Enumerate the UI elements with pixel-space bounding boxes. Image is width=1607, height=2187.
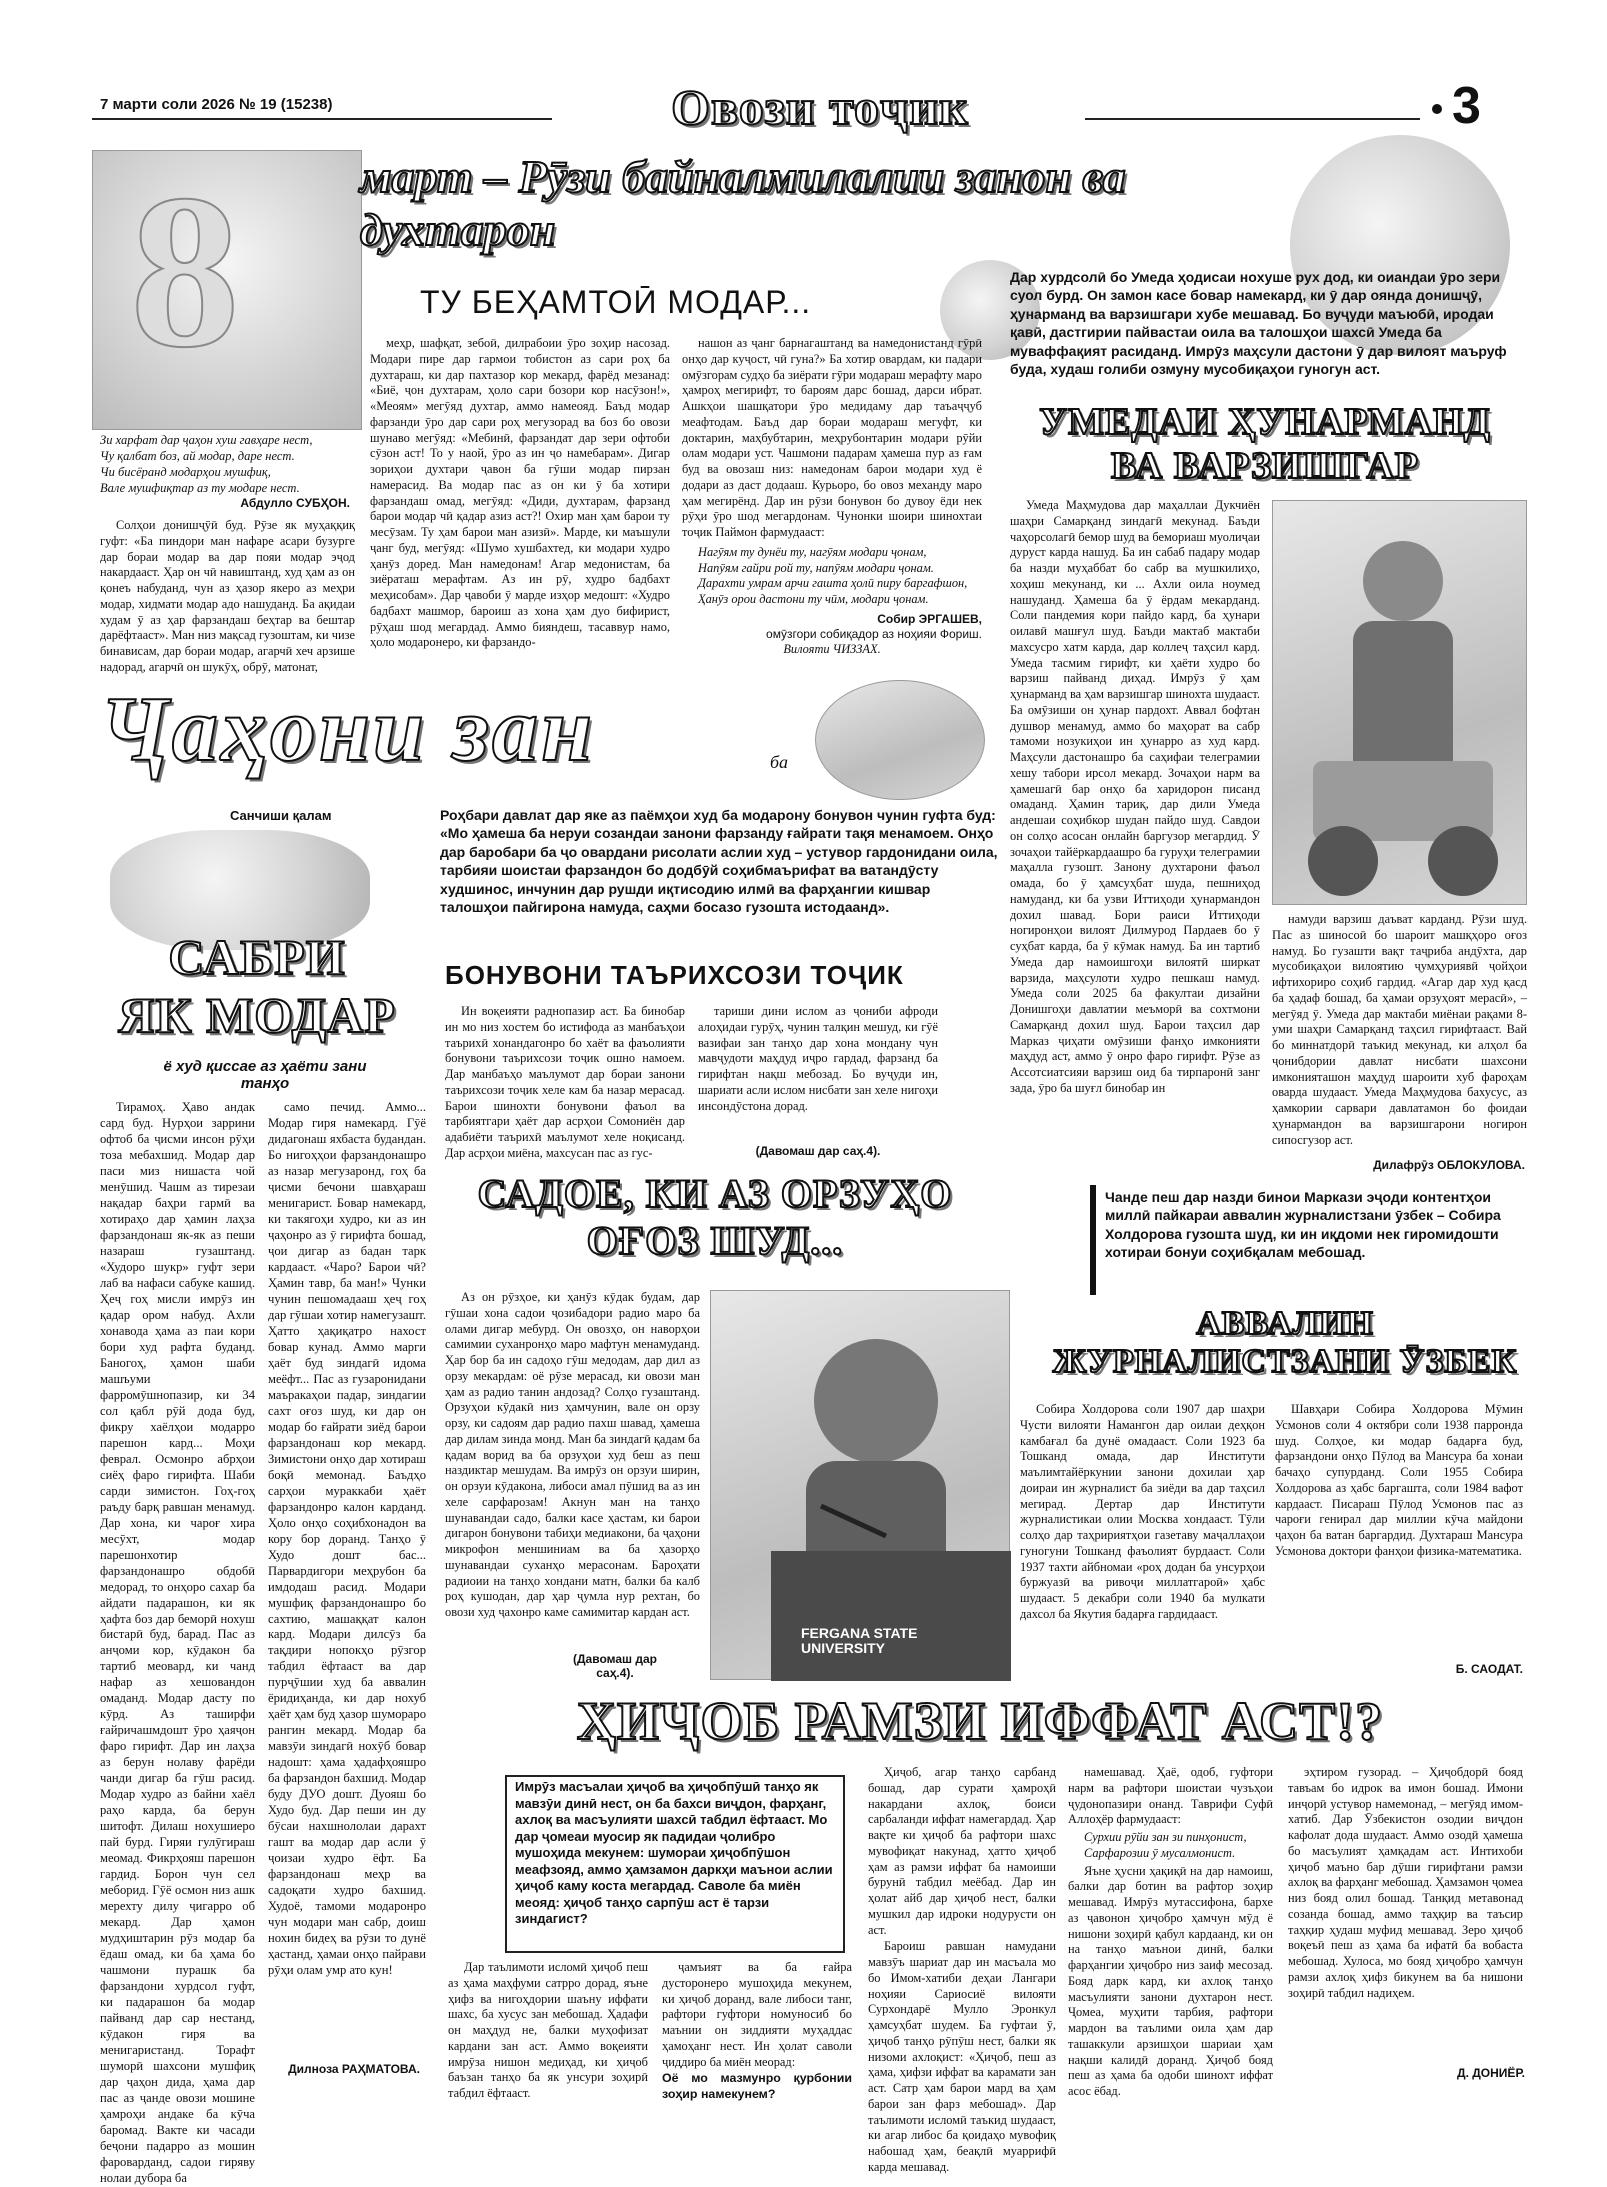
masthead xyxy=(560,78,1080,138)
journalist-col-2 xyxy=(1275,1402,1523,1561)
hijab-col-3 xyxy=(868,1765,1056,2174)
history-continued: (Давомаш дар саҳ.4). xyxy=(755,1144,881,1159)
umeda-col2-text: намуди варзиш даъват карданд. Рӯзи шуд. Пас аз шиносоӣ бо шароит машқҳоро оғоз намуд. Бо гузашти вақт таҷриба андӯхта, дар мусобиқаҳои вилоятию ҷумҳуриявӣ ҷойҳои ифтихориро соҳиб гардид. «Агар дар худ қасд ба ҳадаф бошад, ба ҳамаи орзуҳоят мерасӣ», – мегӯяд ӯ. Умеда дар мактаби миёнаи рақами 8-уми шаҳри Самарқанд таҳсил гирифтааст. Вай бо миннатдорӣ таъкид мекунад, ки алҳол ба ҷонибдории давлат нисбати шахсони имконияташон маҳдуд шароити хуб фароҳам оварда шудааст. Умеда Маҳмудова бахусус, аз ҳамкории сарвари давлатамон бо фоидаи ҳунармандон ва варзишгарони ногирон сипосгузор аст. xyxy=(1272,912,1527,1147)
hijab-col-1 xyxy=(448,1960,648,2103)
umeda-col1-text: Умеда Маҳмудова дар маҳаллаи Дукчиён шаҳри Самарқанд зиндагӣ мекунад. Баъди чаҳорсолагӣ бемор шуд ва бемориаш муолиҷаи дуруст карда нашуд. Ба ин сабаб падару модар ба назди муҳаббат бо сабр ва мушкилиҳо, хоҳиш мекунанд, ки ... Ахли оила ноумед нашуданд. Ҳамеша ба ӯ ёрдам мекарданд. Соли пандемия кори пайдо кард, ба ҳунари оилавӣ машғул шуд. Баъди мактаб мактаби махсусро хатм карда, дар коллеҷ таҳсил кард. Умеда тасмим гирифт, ки ҳаёти худро бо варзиш пайванд диҳад. Имрӯз ӯ ҳам ҳунарманд ва ҳам варзишгар шинохта шудааст. Ба омӯзиши он ҳунар пардохт. Аввал бофтан душвор менамуд, аммо бо маҳорат ва сабр тамоми нозукиҳои ин ҳунарро аз худ кард. Маҳсули дастонашро ба саҳифаи телеграмии хешу табори ирсол мекард. Зочаҳои нарм ва ҳамешагӣ бар онҳо ба харидорон писанд омаданд. Ҳамин тариқ, дар дили Умеда андешаи соҳибкор шудан пайдо шуд. Савдои он солҳо асосан онлайн баргузор мегардид. Ӯ зочаҳои тайёркардаашро ба гуруҳи телеграмии маҳалла гузошт. Занону духтарони фаъол омада, бо ӯ ҳамсуҳбат шуда, пешниҳод намуданд, ки ба узви Иттиҳоди ҳунармандон дохил шавад. Бори раиси Иттиҳоди ногиронҳои вилоят Дилмурод Пардаев бо ӯ суҳбат карда, ба ӯ кӯмак намуд. Ба ин тартиб Умеда дар намоишгоҳи вилоятӣ ширкат варзида, маҳсулоти худро пешкаш намуд. Умеда соли 2025 ба факултаи дизайни Донишгоҳи давлатии меъморӣ ва сохтмони Самарқанд дохил шуд. Барои таҳсил дар Марказ ҷиҳати омӯзиши фанҳо имконияти маҳдуд аст, аммо ӯ онро фаро гирифт. Рӯзе аз Ассотсиатсияи варзиш оид ба тирпаронӣ занг зада, ӯро ба шуғл бинобар ин xyxy=(1010,498,1260,1095)
sabri-col-2 xyxy=(268,1100,426,2050)
dream-title-line1: САДОЕ, КИ АЗ ОРЗУҲО xyxy=(477,1171,953,1216)
history-col2-text: тариши дини ислом аз ҷониби афроди алоҳидаи гурӯҳ, чунин талқин мешуд, ки гӯё вазифаи зан танҳо дар хона мондану чун мавҷудоти маҳдуд иҷро гардад, фарзанд ба гирифтан нақш мебозад. Бо вуҷуди ин, шариати асли ислом нисбати зан хеле нигоҳи инсондӯстона дорад. xyxy=(698,1004,938,1113)
journalist-title xyxy=(1040,1305,1530,1381)
hijab-col2-text: ҷамъият ва ба ғайра дусторонеро мушоҳида мекунем, ки ҳиҷоб доранд, вале либоси танг, рафтори гуфтори номуносиб бо маънии он зиддияти муҳаддас ҳамоҳанг нест. Ин ҳолат саволи ҷиддиро ба миён меорад: xyxy=(662,1960,852,2069)
verse-line: Дарахти умрам арчи гашта ҳолӣ пиру баргафшон, xyxy=(698,576,968,591)
history-title: БОНУВОНИ ТАЪРИХСОЗИ ТОҶИК xyxy=(445,960,904,990)
poem-line: Чи бисёранд модарҳои мушфиқ, xyxy=(100,465,271,479)
masthead-title: Овози тоҷик xyxy=(671,79,969,135)
poem-line: Вале мушфиқтар аз ту модаре нест. xyxy=(100,481,300,495)
journalist-lead: Чанде пеш дар назди бинои Маркази эҷоди контентҳои миллӣ пайкараи аввалин журналистзани ӯзбек – Собира Холдорова гузошта шуд, ки ин иқдоми нек гиромидошти хотираи бонуи соҳибқалам мебошад. xyxy=(1105,1189,1501,1261)
verse-line: Ҳанӯз орои дастони ту чӣм, модари ҷонам. xyxy=(698,592,929,606)
sabri-col-1 xyxy=(100,1100,255,2185)
journalist-col2-text: Шавҳари Собира Холдорова Мӯмин Усмонов соли 4 октябри соли 1938 парронда шуд. Солҳое, ки модар бадарға буд, фарзандони онҳо Пӯлод ва Мансура ба хонаи бачаҳо супурданд. Соли 1955 Собира Холдорова аз ҳабс баргашта, соли 1984 вафот кардааст. Писараш Пӯлод Усмонов пас аз чароғи генирал дар миллии кӯча майдони ҷаҳон ба ватан баргардид. Духтараш Мансура Усмонова доктори фанҳои физика-математика. xyxy=(1275,1402,1523,1558)
journalist-col-1 xyxy=(1020,1402,1265,1624)
hijab-col2-question: Оё мо мазмунро қурбонии зоҳир намекунем? xyxy=(662,2071,852,2101)
verse-line: Сурхии рӯйи зан зи пинҳонист, xyxy=(1084,1830,1247,1844)
mother-col3-text: нашон аз ҷанг барнагаштанд ва намедонистанд гӯрӣ онҳо дар куҷост, чӣ гуна?» Ба хотир овардам, ки падари омӯзгорам судҳо ба зиёрати гӯри модараш мерафту маро ҳамроҳ мегирифт, то бароям дарс бошад, дарси ибрат. Ашкҳои шашқатори ӯро медидаму дар таъаҷҷуб меафтодам. Баъд дар бораи модараш мегуфт, ки доктарин, маҳбубтарин, меҳрубонтарин модари рӯйи олам модари уст. Чашмони падарам ҳамеша пур аз ғам буд ва овозаш низ: намедонам барои модари худ ё додари аз даст додааш. Курьоро, бо овоз механду маро ҳам мегирёнд. Дар ин рӯзи бонувон бо дувоу ёди нек рӯҳи ӯро шод мегардонам. Чунонки шоири шинохтаи тоҷик Паймон фармудааст: xyxy=(682,336,982,539)
header-rule xyxy=(92,118,552,120)
hijab-col1-text: Дар таълимоти исломӣ ҳиҷоб пеш аз ҳама маҳфуми сатрро дорад, яъне ҳифз ва нигоҳдории шаъну иффати шахс, ба хусус зан мебошад. Ҳадафи он маҳдуд не, балки муҳофизат кардани зан аст. Аммо воқеияти имрӯза нишон медиҳад, ки ҳиҷоб баъзан танҳо ба як унсури зоҳирӣ табдил ёфтааст. xyxy=(448,1960,648,2100)
hijab-col-4 xyxy=(1068,1765,1273,2098)
umeda-photo xyxy=(1272,500,1527,905)
mother-col2-text: меҳр, шафқат, зебоӣ, дилрабоии ӯро зоҳир насозад. Модари пире дар гармои тобистон аз сари роҳ ба духтараш, ки дар пахтазор кор мекард, фарёд мезанад: «Биё, ҷон духтарам, ҳоло сари бозори кор насӯзон!», «Меоям» мегӯяд духтар, аммо намеояд. Баъд модар фарзанди ӯро дар сари роҳ мегузорад ва боз бо овози шунаво мегӯяд: «Мебинӣ, фарзандат дар зери офтоби сӯзон аст! То у наой, ӯро аз ин ҷо намебарам». Дигар зориҳои духтари ҷавон ба гӯши модар пирзан намерасид. Ва модар пас аз он ки ӯ ба хотири фарзандаш омад, мегӯяд: «Диди, духтарам, фарзанд барои модар чӣ қадар азиз аст?! Охир ман ҳам барои ту месӯзам. Ту ҳам барои ман азизӣ». Марде, ки маъшули ҷанг буд, мегӯяд: «Шумо хушбахтед, ки модари худро ҳанӯз доред. Ман намедонам! Агар медонистам, ба зиёраташ мерафтам. Аз ин рӯ, худро бадбахт меҳисобам». Дар ҷавоби ӯ марде изҳор медошт: «Худро бадбахт машмор, бароиш аз хона ҳам дуо бифирист, рӯҳаш шод мегардад. Аммо бияндеш, тасаввур намо, ҳоло модаронеро, ки фарзандо- xyxy=(370,336,670,650)
dream-col-text: Аз он рӯзҳое, ки ҳанӯз кӯдак будам, дар гӯшаи хона садои ҷозибадори радио маро ба олами дигар мебурд. Он овозҳо, он наворҳои самимии суханронҳо маро мафтун менамуданд. Ҳар бор ба ин садоҳо гӯш медодам, дар дил аз орзу мекардам: оё рӯзе мерасад, ки овози ман ҳам аз радио танин андозад? Солҳо гузаштанд. Орзуҳои кӯдакӣ низ ҳамчунин, вале он орзу орзу, ки садоям дар радио пахш шавад, ҳамеша дар дилам зинда монд. Ман ба зиндагӣ қадам ба қадам ворид ва ба орзуҳои худ беш аз пеш наздиктар мешудам. Ва имрӯз он орзуи ширин, он орзуи кӯдакона, либоси амал пӯшид ва аз ин хеле сарфарозам! Акнун ман на танҳо шунавандаи садо, балки касе ҳастам, ки барои дигарон бонувони табиҳи медиакони, ба ҷаҳони микрофон меншиниам ва ба ҳазорҳо шунавандаи суханҳо мерасонам. Бароҳати радиоии на танҳо хондани матн, балки ба калб роҳ кушодан, дар ҳар ҷумла нур рехтан, бо овози худ ҷахонро каме самимитар кардан аст. xyxy=(445,1290,700,1619)
mother-verse xyxy=(698,545,982,608)
journalist-title-line1: АВВАЛИН xyxy=(1196,1305,1374,1342)
hijab-col3-text: Бароиш равшан намудани мавзӯъ шариат дар ин масъала мо бо Имом-хатиби деҳаи Лангари ноҳияи Сариосиё вилояти Сурхондарё Мулло Эронкул ҳамсуҳбат шудем. Ба гуфтаи ӯ, ҳиҷоб танҳо рӯпӯш нест, балки як низоми ахлоқист: «Ҳиҷоб, пеш аз ҳама, ҳифзи иффат ва карамати зан аст. Сатр ҳам барои мард ва ҳам барои зан фарз мебошад». Дар таълимоти исломӣ таъкид шудааст, ки агар либос ба қоидаҳо мувофиқ набошад ҳам, беақлӣ муаррифӣ карда мешавад. xyxy=(868,1939,1056,2174)
president-quote: Роҳбари давлат дар яке аз паёмҳои худ ба модарону бонувон чунин гуфта буд: «Мо ҳамеша ба неруи созандаи занони фарзанду ғайрати тақя менамоем. Онҳо дар баробари ба ҷо овардани рисолати аслии худ – устувор гардонидани оила, тарбияи шоистаи фарзандон бо додбӯй соҳибмаърифат ва ватандӯсту худшинос, инчунин дар рушди иқтисодию илмӣ ва фарҳангии кишвар талошҳои пайгирона намуда, саҳми босазо гузошта истодаанд». xyxy=(440,807,998,916)
mother-article-title: ТУ БЕҲАМТОӢ МОДАР... xyxy=(420,284,812,320)
section-caption: Санчиши қалам xyxy=(230,808,332,823)
sabri-subtitle: ё худ қиссае аз ҳаёти зани танҳо xyxy=(163,1058,367,1092)
header-rule-right xyxy=(1085,118,1420,120)
umeda-col-2 xyxy=(1272,912,1527,1149)
university-brand: FERGANA STATE UNIVERSITY xyxy=(801,1625,918,1657)
mother-col1-text: Солҳои донишҷӯӣ буд. Рӯзе як муҳаққиқ гуфт: «Ба пиндори ман нафаре асари бузурге дар бораи модар ва дар пояи модар эҷод накардааст. Ҳар он чӣ навиштанд, худ ҳам аз он қонеъ набуданд, чун аз ҳазор якеро аз меҳри модар, хидмати модар адо нашуданд. Ба ақидаи худам ӯ аз ҳар фарзандаш беҳтар ва бештар дарёфтааст». Ман низ мақсад гузоштам, ки чизе бинависам, дар бораи модар, агарчӣ хеч арзише надорад, агарчӣ он шукӯҳ, обрӯ, матонат, xyxy=(100,518,355,674)
dream-title-line2: ОҒОЗ ШУД... xyxy=(586,1218,844,1263)
umeda-author: Дилафрӯз ОБЛОКУЛОВА. xyxy=(1373,1158,1525,1172)
history-col-1 xyxy=(445,1004,685,1163)
mother-col-1 xyxy=(100,518,355,677)
family-illustration xyxy=(815,680,985,800)
hijab-lead: Имрӯз масъалаи ҳиҷоб ва ҳиҷобпӯшӣ танҳо як мавзӯи динӣ нест, он ба бахси виҷдон, фарҳанг, ахлоқ ва масъулияти шахсӣ табдил ёфтааст. Мо дар ҷомеаи муосир як падидаи ҷолибро мушоҳида мекунем: шумораи ҳиҷобпӯшон меафзояд, аммо ҳамзамон даркҳи маънои аслии ҳиҷоб каму коста мегардад. Саволе ба миён меояд: ҳиҷоб танҳо сарпӯш аст ё тарзи зиндагист? xyxy=(515,1779,833,1926)
history-col-2 xyxy=(698,1004,938,1159)
umeda-title-line2: ВА ВАРЗИШГАР xyxy=(1110,445,1419,487)
hijab-col2-end: Ҳиҷоб, агар танҳо сарбанд бошад, дар сурати ҳамроҳӣ накардани ахлоқ, боиси сарбаланди иффат намегардад. Ҳар вақте ки ҳиҷоб ба рафтори шахс мувофиқат накунад, ҳатто ҳиҷоб ҳам аз рамзи иффат ба намоиши бурунӣ табдил меёбад. Дар ин ҳолат айб дар ҳиҷоб нест, балки мушкил дар идроки нодурусти он аст. xyxy=(868,1765,1056,1937)
speaker-photo xyxy=(710,1290,1010,1680)
hijab-col-5 xyxy=(1288,1765,1523,2065)
page-number: 3 xyxy=(1452,77,1481,135)
big-eight: 8 xyxy=(130,149,241,393)
person-illustration xyxy=(1273,501,1528,906)
journalist-author: Б. САОДАТ. xyxy=(1455,1662,1523,1676)
poem xyxy=(100,432,350,511)
verse-line: Напӯям гайри рой ту, напӯям модари ҷонам. xyxy=(698,560,934,575)
hijab-col4-end: Яъне ҳусни ҳақиқӣ на дар намоиш, балки дар ботин ва рафтор зоҳир мешавад. Имрӯз мутассифона, бархе аз ҷавонон ҳиҷобро ҳамчун мӯд ё нишони зоҳирӣ қабул кардаанд, ки он на танҳо маънои динӣ, балки фарҳангии ҳиҷобро низ заиф месозад. Бояд дарк кард, ки ахлоқ танҳо масъулияти занони духтарон нест. Ҷомеа, муҳити тарбия, рафтори мардон ва таълими оила ҳам дар ташаккули арзишҳои шариаи ҳам нақши калидӣ доранд. Ҳиҷоб бояд пеш аз ҳама ба одоби шинохт иффат асос ёбад. xyxy=(1068,1863,1273,2098)
sabri-col1-text: Тирамоҳ. Ҳаво андак сард буд. Нурҳои заррини офтоб ба ҷисми инсон рӯҳи тоза мебахшид. Модар дар паси миз нишаста чой менӯшид. Чашм аз тирезаи нақадар баҳри гармӣ ва хотираҳо дар ҳамин лаҳза фарзандонаш як-як аз пеши назараш гузаштанд. «Худоро шукр» гуфт зери лаб ва нафаси сабуке кашид. Ҳеҷ гоҳ мисли имрӯз ин қадар ором набуд. Ахли хонавода ҳама аз паи кори бори худ рафта буданд. Баногоҳ, ҳамон шаби машъуми фарромӯшнопазир, ки 34 сол қабл рӯй дода буд, фикру хаёлҳои модарро парешон кард... Моҳи феврал. Осмонро абрҳои сиёҳ фаро гирифта. Шаби сарди зимистон. Гоҳ-гоҳ раъду барқ равшан менамуд. Дар хона, ки чароғ хира месӯхт, модар парешонхотир фарзандонашро обдобӣ медорад, то онҳоро сахар ба айдати падарашон, ки як ҳафта боз дар беморӣ нохуш бистарӣ буд, барад. Пас аз анҷоми кор, кӯдакон ба тартиб меовард, ки чанд нафар аз хешовандон омаданд. Модар дасту по кӯрд. Аз таширфи ғайричашмдошт ӯро ҳаяҷон фаро гирифт. Дар ин лаҳза аз берун нолаву фарёди чанди дигар ба гӯш расид. Модар худро аз байни хаёл раҳо карда, ба берун шитофт. Дилаш ноxушиеро пай бурд. Гиряи гулӯгираш меомад. Фикрҳояш парешон гардид. Борон чун сел меборид. Гӯё осмон низ ашк мерехту дилу ҷигарро об мекард. Дар ҳамон мудҳиштарин рӯз модар ба ёдаш омад, ки ба ҳама бо чашмони пурашк ба фарзандони хурдсол гуфт, ки падарашон ба модар пайванд дар сар нестанд, кӯдакон гиря ва менигаристанд. Торафт шуморӣ шахсони мушфиқ дар ҷаҳон дида, ҳама дар пас аз ҷанде овози мошине ҳамроҳи андаке ба кӯча баромад. Вакте ки часади беҷони падарро аз мошин фароварданд, садои гиряву нолаи дубора ба xyxy=(100,1100,255,2185)
hijab-title-text: ҲИҶОБ РАМЗИ ИФФАТ АСТ!? xyxy=(576,1691,1384,1751)
mother-author: Собир ЭРГАШЕВ, xyxy=(877,611,982,626)
page-number-dot xyxy=(1432,104,1442,114)
dream-col xyxy=(445,1290,700,1622)
hijab-col-2 xyxy=(662,1960,852,2104)
sabri-title xyxy=(92,928,422,1044)
journalist-title-line2: ЖУРНАЛИСТЗАНИ ӮЗБЕК xyxy=(1052,1343,1518,1380)
mother-col-2 xyxy=(370,336,670,652)
sabri-title-line1: САБРИ xyxy=(168,929,346,985)
sabri-title-line2: ЯК МОДАР xyxy=(118,987,396,1043)
poem-line: Зи харфат дар ҷаҳон хуш гавҳаре нест, xyxy=(100,433,313,447)
mother-author-region: Вилояти ЧИЗЗАХ. xyxy=(783,642,881,657)
speaker-illustration xyxy=(711,1291,1011,1681)
section-badge: ба xyxy=(770,752,789,772)
poem-line: Чу қалбат боз, ай модар, даре нест. xyxy=(100,449,295,463)
section-title: Ҷаҳони зан xyxy=(100,678,596,780)
umeda-lead: Дар хурдсолӣ бо Умеда ҳодисаи ноxуше рух дод, ки оиандаи ӯро зери суол бурд. Он замон касе бовар намекард, ки ӯ дар оянда донишҷӯ, ҳунарманд ва варзишгари хубе мешавад. Бо вуҷуди маъюбӣ, иродаи қавӣ, дастгирии пайвастаи оила ва талошҳои шахсӣ Умеда ба муваффақият расиданд. Имрӯз маҳсули дастони ӯ дар вилоят маъруф буда, худаш голиби озмуну мусобиқаҳои гуногун аст. xyxy=(1010,269,1507,378)
dream-continued: (Давомаш дар саҳ.4). xyxy=(573,1652,657,1680)
poem-author: Абдулло СУБҲОН. xyxy=(240,496,350,510)
sabri-col2-text: само печид. Аммо... Модар гиря намекард. Гӯё дидагонаш яхбаста будандан. Бо нигоҳҳои фарзандонашро аз назар мегузаронд, гоҳ ба ҷисми бечони шавҳараш менигарист. Бовар намекард, ки такягоҳи худро, ки аз ин ҷаҳонро аз ӯ гирифта бошад, ҷои дигар аз бадан тарк кардааст. «Чаро? Барои чӣ? Ҳамин тавр, ба ман!» Чунки чунин пешомадааш ҳеҷ гоҳ дар гӯшаи хотир намегузашт. Ҳатто ҳақиқатро нахост бовар кунад. Аммо марги ҳаёт буд зиндагӣ идома меёфт... Пас аз гузаронидани маъракаҳои падар, зиндагии сахт оғоз шуд, ки дар он модар бо ғайрати зиёд барои фарзандонаш кор мекард. Зимистони онҳо дар хотираш боқӣ мемонад. Баъдҳо сарҳои мураккаби ҳаёт фарзандонро калон карданд. Ҳоло онҳо соҳибхонадон ва кору бор доранд. Танҳо ӯ Худо дошт бас... Парвардигори меҳрубон ба имдодаш расид. Модари мушфиқ фарзандонашро бо сахтию, машаққат калон кард. Модари дилсӯз ба тақдири нопокҳо рӯзгор табдил ёфтааст ва дар пурҷӯшии худ ба аввалин ёридиҳанда, ки дар нохуб ҳаёт ҳам буд ҳазор шумораро рангин мекард. Модар ба мавзӯи зиндагӣ нохӯб бовар надошт: ҳама ҳадафҳояшро ба фарзандон бахшид. Модар буду ДУО дошт. Дуояш бо Худо буд. Дар пеши ин ду бӯсаи нахшнололаи дарахт гашт ва модар дар асли ӯ ҷоизаи худро ёфт. Ба фарзандонаш меҳр ва садоқати худро бахшид. Худоё, тамоми модаронро чун модари ман сабр, доиш нохин бидеҳ ва рӯзи то дунё ҳастанд, ҳамаи онҳо пайрави рӯҳи олам умр ато кун! xyxy=(268,1100,426,1978)
mother-col-3 xyxy=(682,336,982,658)
hijab-verse xyxy=(1084,1830,1273,1862)
hijab-title xyxy=(430,1690,1530,1752)
hijab-col5-text: эҳтиром гузорад. – Ҳиҷобдорӣ бояд тавъам бо идрок ва имон бошад. Имони инҷорӣ устувор намемонад, – мегӯяд имом-хатиб. Дар Ӯзбекистон озодии виҷдон кафолат дода шудааст. Аммо озодӣ ҳамеша бо масъулият ҳамқадам аст. Интихоби ҳиҷоб маъно бар дӯши гирифтани рамзи ахлоқ ва фарҳанг мебошад. Ҳамзамон ҷомеа низ бояд олил бошад. Танқид метавонад созанда бошад, аммо таҳқир ва таъсир таҳқир ҳудаш муфид мешавад. Зеро ҳиҷоб воқеъӣ пеш аз ҳама ба ифатӣ ба вобаста мебошад. Хулоса, мо бояд ҳиҷобро ҳамчун рамзи ахлоқ ҳифз бикунем ва ба нишони зоҳирӣ табдил надиҳем. xyxy=(1288,1765,1523,2000)
hijab-author: Д. ДОНИЁР. xyxy=(1457,2066,1525,2080)
verse-line: Нагӯям ту дунёи ту, нагӯям модари ҷонам, xyxy=(698,544,927,559)
dream-title xyxy=(445,1170,985,1264)
umeda-col-1 xyxy=(1010,498,1260,1148)
umeda-title xyxy=(1010,400,1520,488)
sabri-author: Дилноза РАҲМАТОВА. xyxy=(288,2062,420,2076)
history-col1-text: Ин воқеияти раднопазир аст. Ба бинобар ин мо низ хостем бо истифода аз манбаъҳои таърихӣ хонандагонро бо хаёт ва фаъолияти бонувони таърихсози тоҷик ошно намоем. Дар манбаъҳо маълумот дар бораи занони таърихсози тоҷик хеле кам ба назар мерасад. Барои шинохти бонувони фаъол ва тарбиятгари ҳаёт дар асрҳои Сомониён дар адабиёти таърихӣ маълумот хеле ноқисанд. Дар асрҳои миёна, махсусан пас аз гус- xyxy=(445,1004,685,1160)
umeda-title-line1: УМЕДАИ ҲУНАРМАНД xyxy=(1039,401,1491,443)
verse-line: Сарфарозии ӯ мусалмонист. xyxy=(1084,1845,1236,1860)
mother-author-role: омӯзгори собиқадор аз ноҳияи Фориш. xyxy=(766,626,982,641)
banner-title-text: март – Рӯзи байналмилалии занон ва духтарон xyxy=(360,151,1126,255)
banner-title xyxy=(360,150,1300,255)
issue-date: 7 марти соли 2026 № 19 (15238) xyxy=(100,96,333,113)
journalist-col1-text: Собира Холдорова соли 1907 дар шаҳри Чусти вилояти Намангон дар оилаи деҳқон камбағал ба дунё омадааст. Соли 1923 ба Тошканд омада, дар Институти маълимтайёркунии занони дохилаи ҳар доираи ин журналист ба зиёди ва дар таҳсил мегирад. Дертар дар Институти журналистикаи олии Москва хондааст. Тӯли солҳо дар таҳририятҳои газетаву маҷаллаҳои гуногуни Тошканд фаъолият бурдааст. Соли 1937 тахти айбномаи «роҳ додан ба унсурҳои буржуазӣ ва ривоҷи миллатгароӣ» ҳабс шудааст. 5 декабри соли 1940 ба мулкати дахсол ба Якутия бадарға гардидааст. xyxy=(1020,1402,1265,1621)
hijab-col4-text: намешавад. Ҳаё, одоб, гуфтори нарм ва рафтори шоистаи чузъҳои ҷудонопазири онанд. Таврифи Суфӣ Аллоҳёр фармудааст: xyxy=(1068,1765,1273,1827)
